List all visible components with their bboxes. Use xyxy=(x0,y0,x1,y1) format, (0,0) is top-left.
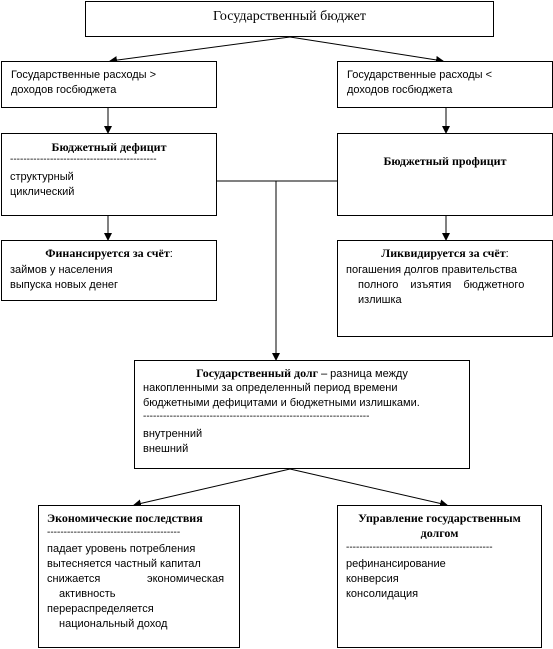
debt-line3: бюджетными дефицитами и бюджетными излишками. xyxy=(143,397,420,409)
liquidation-title-colon: : xyxy=(505,248,509,260)
financing-box xyxy=(1,240,217,301)
expenses-greater-box xyxy=(1,61,217,108)
consequences-item-redistribution-b: национальный доход xyxy=(59,618,168,630)
budget-root-title: Государственный бюджет xyxy=(213,9,366,24)
liquidation-line1: погашения долгов правительства xyxy=(346,264,518,276)
liquidation-box xyxy=(337,240,553,337)
management-title-line1: Управление государственным xyxy=(358,511,521,525)
deficit-item-cyclical: циклический xyxy=(10,186,75,198)
consequences-box xyxy=(38,505,240,648)
deficit-title: Бюджетный дефицит xyxy=(51,140,167,154)
liquidation-line3: излишка xyxy=(358,294,402,306)
management-item-conversion: конверсия xyxy=(346,573,399,585)
debt-title-rest: разница между xyxy=(327,368,408,380)
financing-item-money: выпуска новых денег xyxy=(10,279,119,291)
deficit-box xyxy=(1,133,217,216)
management-title-line2: долгом xyxy=(420,526,459,540)
arrow-root-to-expenses-gt xyxy=(110,37,290,61)
debt-line2: накопленными за определенный период времени xyxy=(143,382,398,394)
consequences-item-consumption: падает уровень потребления xyxy=(47,543,196,555)
expenses-greater-line2: доходов госбюджета xyxy=(11,84,117,96)
arrow-root-to-expenses-lt xyxy=(290,37,443,61)
expenses-less-line1: Государственные расходы < xyxy=(347,69,493,81)
surplus-box xyxy=(337,133,553,216)
consequences-item-activity-c: активность xyxy=(59,588,116,600)
deficit-item-structural: структурный xyxy=(10,171,74,183)
consequences-item-activity-a: снижается xyxy=(47,573,101,585)
debt-title-wrap xyxy=(135,366,469,382)
consequences-item-activity-b: экономическая xyxy=(147,573,225,585)
liquidation-title: Ликвидируется за счёт xyxy=(381,246,506,260)
management-divider: -------------------------------------------- xyxy=(346,542,493,553)
expenses-less-box xyxy=(337,61,553,108)
expenses-less-line2: доходов госбюджета xyxy=(347,84,453,96)
financing-title: Финансируется за счёт xyxy=(45,246,170,260)
arrow-debt-to-consequences xyxy=(134,469,290,505)
debt-divider: -------------------------------------------------------------------- xyxy=(143,411,370,422)
financing-item-loans: займов у населения xyxy=(10,264,113,276)
government-debt-box xyxy=(134,360,470,469)
debt-management-box xyxy=(337,505,542,648)
debt-item-internal: внутренний xyxy=(143,428,203,440)
debt-title: Государственный долг – xyxy=(196,366,328,380)
surplus-title: Бюджетный профицит xyxy=(383,154,507,168)
liquidation-line2: полного изъятия бюджетного xyxy=(358,279,525,291)
consequences-item-crowding-out: вытесняется частный капитал xyxy=(47,558,201,570)
consequences-item-redistribution-a: перераспределяется xyxy=(47,603,154,615)
financing-title-wrap xyxy=(2,246,216,262)
debt-item-external: внешний xyxy=(143,443,189,455)
deficit-divider: -------------------------------------------- xyxy=(10,154,157,165)
expenses-greater-line1: Государственные расходы > xyxy=(11,69,157,81)
consequences-title: Экономические последствия xyxy=(47,511,203,525)
liquidation-title-wrap xyxy=(338,246,552,262)
budget-root-box xyxy=(85,1,494,37)
arrow-debt-to-management xyxy=(290,469,447,505)
management-item-refinancing: рефинансирование xyxy=(346,558,446,570)
consequences-divider: ---------------------------------------- xyxy=(47,527,181,538)
financing-title-colon: : xyxy=(169,248,173,260)
management-item-consolidation: консолидация xyxy=(346,588,419,600)
